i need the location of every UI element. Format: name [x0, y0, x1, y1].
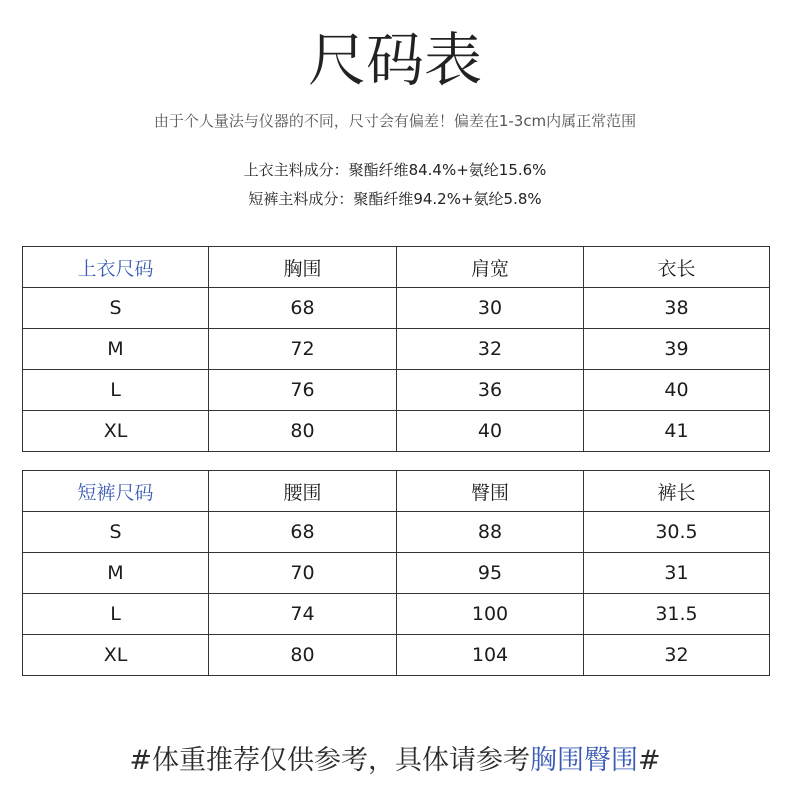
column-header: 肩宽 [397, 247, 584, 288]
table-header-row [23, 247, 770, 288]
table-cell: 32 [584, 635, 770, 676]
table-row [23, 411, 770, 452]
footer-note [0, 741, 790, 781]
size-label: S [23, 512, 209, 553]
table-cell: 31.5 [584, 594, 770, 635]
table-cell: 76 [209, 370, 397, 411]
table-row [23, 594, 770, 635]
column-header: 腰围 [209, 471, 397, 512]
table-row [23, 288, 770, 329]
table-cell: 80 [209, 411, 397, 452]
table-cell: 68 [209, 288, 397, 329]
table-row [23, 635, 770, 676]
measurement-notice: 由于个人量法与仪器的不同，尺寸会有偏差！偏差在1-3cm内属正常范围 [153, 112, 637, 130]
size-label: L [23, 594, 209, 635]
footer-highlight: 胸围臀围 [530, 745, 638, 776]
table-cell: 30.5 [584, 512, 770, 553]
table-cell: 104 [397, 635, 584, 676]
column-header: 臀围 [397, 471, 584, 512]
table-cell: 72 [209, 329, 397, 370]
table-cell: 80 [209, 635, 397, 676]
footer-prefix: #体重推荐仅供参考，具体请参考 [129, 745, 530, 776]
size-label: L [23, 370, 209, 411]
table-cell: 32 [397, 329, 584, 370]
shorts-material-composition: 短裤主料成分：聚酯纤维94.2%+氨纶5.8% [248, 190, 542, 208]
table-cell: 39 [584, 329, 770, 370]
page-title: 尺码表 [307, 26, 482, 94]
table-header-row [23, 471, 770, 512]
top-table-name: 上衣尺码 [23, 247, 209, 288]
column-header: 胸围 [209, 247, 397, 288]
table-row [23, 329, 770, 370]
table-cell: 41 [584, 411, 770, 452]
table-cell: 40 [584, 370, 770, 411]
column-header: 裤长 [584, 471, 770, 512]
table-cell: 38 [584, 288, 770, 329]
size-label: XL [23, 635, 209, 676]
table-cell: 30 [397, 288, 584, 329]
shorts-table-name: 短裤尺码 [23, 471, 209, 512]
table-row [23, 512, 770, 553]
top-material-composition: 上衣主料成分：聚酯纤维84.4%+氨纶15.6% [243, 161, 547, 179]
size-label: XL [23, 411, 209, 452]
table-row [23, 553, 770, 594]
table-cell: 70 [209, 553, 397, 594]
top-size-table [22, 246, 770, 452]
table-cell: 68 [209, 512, 397, 553]
table-row [23, 370, 770, 411]
table-cell: 100 [397, 594, 584, 635]
size-label: M [23, 329, 209, 370]
table-cell: 36 [397, 370, 584, 411]
column-header: 衣长 [584, 247, 770, 288]
table-cell: 88 [397, 512, 584, 553]
table-cell: 95 [397, 553, 584, 594]
table-cell: 74 [209, 594, 397, 635]
size-label: M [23, 553, 209, 594]
table-cell: 31 [584, 553, 770, 594]
table-cell: 40 [397, 411, 584, 452]
size-label: S [23, 288, 209, 329]
shorts-size-table [22, 470, 770, 676]
footer-suffix: # [638, 745, 661, 776]
